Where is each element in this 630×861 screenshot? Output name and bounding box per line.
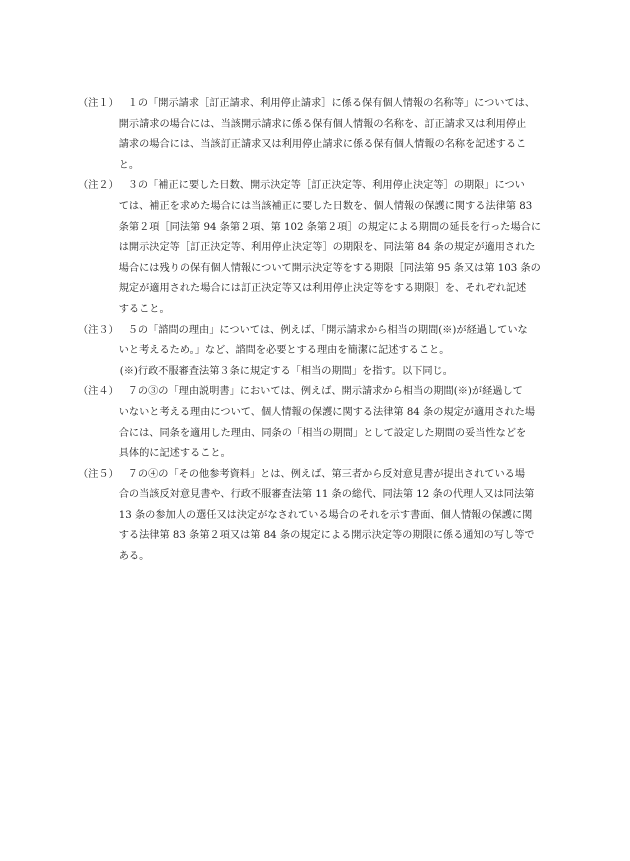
note-4-line-1: ７の③の「理由説明書」においては、例えば、開示請求から相当の期間(※)が経過して (127, 386, 523, 398)
note-5-line-4: する法律第 83 条第２項又は第 84 条の規定による開示決定等の期限に係る通知の写し等で (118, 530, 535, 542)
note-5-body (119, 465, 558, 568)
note-1 (78, 94, 558, 176)
note-1-line-2: 開示請求の場合には、当該開示請求に係る保有個人情報の名称を、訂正請求又は利用停止 (118, 118, 527, 130)
note-5-line-3: 13 条の参加人の選任又は決定がなされている場合のそれを示す書面、個人情報の保護に関 (118, 509, 533, 521)
note-2-line-5: 場合には残りの保有個人情報について開示決定等をする期限［同法第 95 条又は第 103 条の (118, 262, 541, 274)
note-2-label: （注２） (78, 180, 119, 192)
note-2 (78, 176, 558, 320)
note-5 (78, 465, 558, 568)
note-5-line-2: 合の当該反対意見書や、行政不服審査法第 11 条の総代、同法第 12 条の代理人又は同法第 (118, 489, 535, 501)
note-2-line-4: は開示決定等［訂正決定等、利用停止決定等］の期限を、同法第 84 条の規定が適用された (118, 242, 536, 254)
note-1-body (119, 94, 558, 176)
note-3-line-2: いと考えるため。」など、諮問を必要とする理由を簡潔に記述すること。 (118, 345, 450, 357)
note-4-line-4: 具体的に記述すること。 (118, 448, 231, 460)
note-4-body (119, 382, 558, 464)
note-2-body (119, 176, 558, 320)
note-3-label: （注３） (78, 324, 119, 336)
note-4-line-3: 合には、同条を適用した理由、同条の「相当の期間」として設定した期間の妥当性などを (118, 427, 527, 439)
note-2-line-6: 規定が適用された場合には訂正決定等又は利用停止決定等をする期限］を、それぞれ記述 (118, 283, 527, 295)
note-1-line-3: 請求の場合には、当該訂正請求又は利用停止請求に係る保有個人情報の名称を記述するこ (118, 139, 527, 151)
note-5-line-1: ７の④の「その他参考資料」とは、例えば、第三者から反対意見書が提出されている場 (127, 468, 526, 480)
note-2-line-1: ３の「補正に要した日数、開示決定等［訂正決定等、利用停止決定等］の期限」につい (127, 180, 525, 192)
note-5-label: （注５） (78, 468, 119, 480)
note-3-body (119, 321, 558, 383)
note-5-line-5: ある。 (118, 551, 150, 563)
note-3-line-1: ５の「諮問の理由」については、例えば、「開示請求から相当の期間(※)が経過していな (127, 324, 528, 336)
note-3-footnote: (※)行政不服審査法第３条に規定する「相当の期間」を指す。以下同じ。 (119, 365, 453, 377)
note-2-line-7: すること。 (118, 303, 170, 315)
note-1-label: （注１） (78, 98, 119, 109)
note-2-line-3: 条第２項［同法第 94 条第２項、第 102 条第２項］の規定による期間の延長を行った場合に (118, 221, 542, 233)
note-3 (78, 321, 558, 383)
note-1-line-4: と。 (118, 159, 140, 171)
notes-list (78, 94, 558, 568)
note-2-line-2: ては、補正を求めた場合には当該補正に要した日数を、個人情報の保護に関する法律第 83 (118, 200, 533, 212)
note-4-line-2: いないと考える理由について、個人情報の保護に関する法律第 84 条の規定が適用された場 (118, 406, 536, 418)
note-1-line-1: １の「開示請求［訂正請求、利用停止請求］に係る保有個人情報の名称等」については、 (127, 98, 536, 109)
note-4-label: （注４） (78, 386, 119, 398)
note-4 (78, 382, 558, 464)
